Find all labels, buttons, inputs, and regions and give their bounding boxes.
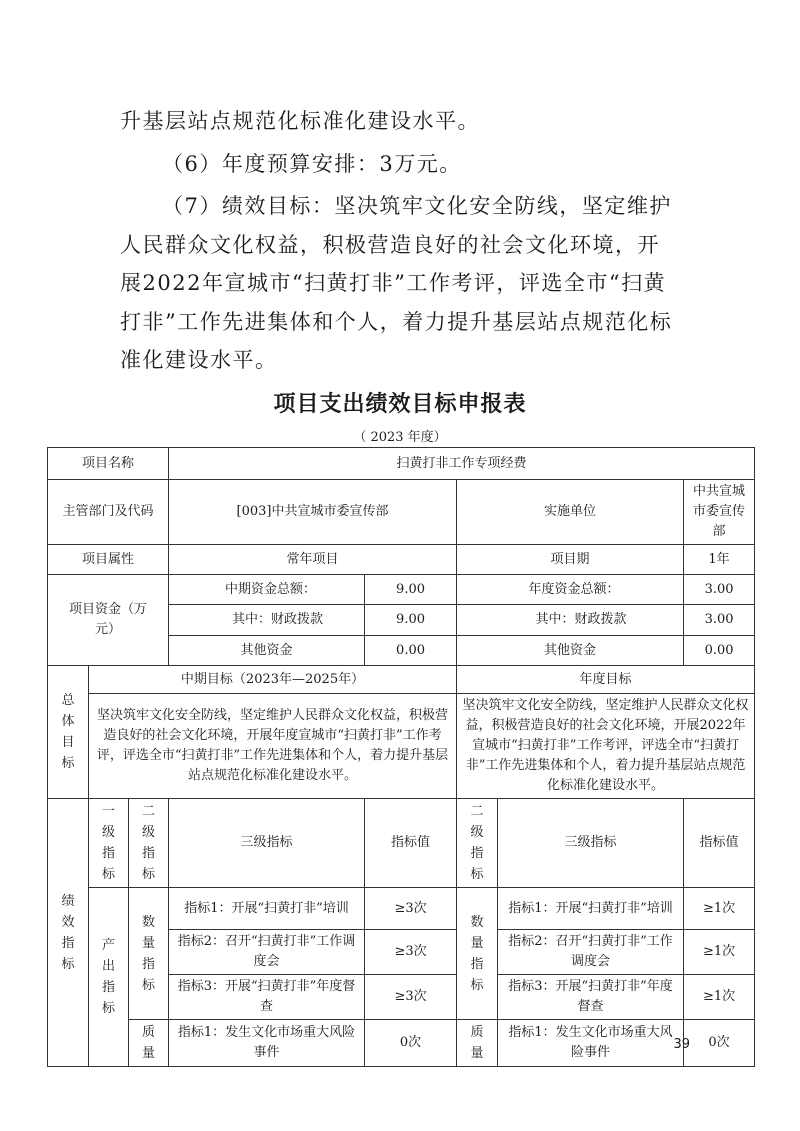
value-header-mid: 指标值 — [365, 799, 457, 888]
lvl3-header-year: 三级指标 — [498, 799, 684, 888]
impl-value: 中共宣城市委宣传部 — [684, 480, 755, 545]
lvl2-header-mid: 二级指标 — [142, 804, 156, 882]
quality-indicator-year: 指标1：发生文化市场重大风险事件 — [498, 1020, 684, 1067]
body-paragraph-3: （7）绩效目标：坚决筑牢文化安全防线，坚定维护人民群众文化权益，积极营造良好的社会文化环境，开展2022年宣城市“扫黄打非”工作考评，评选全市“扫黄打非”工作先进集体和个人，着力提升基层站点规范化标准化建设水平。 — [120, 194, 673, 372]
indicator-mid-2: 指标2：召开“扫黄打非”工作调度会 — [169, 930, 365, 975]
fund-label: 项目资金（万元） — [48, 575, 169, 666]
mid-other-value: 0.00 — [365, 636, 457, 666]
period-label: 项目期 — [457, 545, 684, 575]
attr-label: 项目属性 — [48, 545, 169, 575]
performance-table — [47, 447, 755, 1067]
quality-label-mid: 质量 — [142, 1025, 156, 1061]
mid-total-value: 9.00 — [365, 575, 457, 605]
mid-fiscal-value: 9.00 — [365, 605, 457, 636]
year-line: （ 2023 年度） — [353, 430, 447, 445]
period-value: 1年 — [684, 545, 755, 575]
body-paragraph-2: （6）年度预算安排：3万元。 — [162, 152, 462, 176]
value-header-year: 指标值 — [684, 799, 755, 888]
indicator-year-value-2: ≥1次 — [684, 930, 755, 975]
indicator-mid-1: 指标1：开展“扫黄打非”培训 — [169, 888, 365, 930]
year-other-label: 其他资金 — [457, 636, 684, 666]
year-other-value: 0.00 — [684, 636, 755, 666]
attr-value: 常年项目 — [169, 545, 457, 575]
year-fiscal-value: 3.00 — [684, 605, 755, 636]
lvl3-header-mid: 三级指标 — [169, 799, 365, 888]
dept-label: 主管部门及代码 — [48, 480, 169, 545]
indicator-mid-value-3: ≥3次 — [365, 975, 457, 1020]
indicator-year-1: 指标1：开展“扫黄打非”培训 — [498, 888, 684, 930]
lvl2-header-year: 二级指标 — [470, 804, 484, 882]
indicator-mid-value-2: ≥3次 — [365, 930, 457, 975]
output-label: 产出指标 — [102, 938, 116, 1016]
year-total-value: 3.00 — [684, 575, 755, 605]
impl-label: 实施单位 — [457, 480, 684, 545]
quantity-label-year: 数量指标 — [470, 914, 484, 993]
year-fiscal-label: 其中：财政拨款 — [457, 605, 684, 636]
table-title: 项目支出绩效目标申报表 — [273, 392, 527, 417]
project-name-value: 扫黄打非工作专项经费 — [169, 448, 755, 480]
lvl1-header: 一级指标 — [102, 804, 116, 882]
quality-indicator-mid: 指标1：发生文化市场重大风险事件 — [169, 1020, 365, 1067]
mid-other-label: 其他资金 — [169, 636, 365, 666]
indicator-year-3: 指标3：开展“扫黄打非”年度督查 — [498, 975, 684, 1020]
year-total-label: 年度资金总额： — [457, 575, 684, 605]
mid-goal-text: 坚决筑牢文化安全防线，坚定维护人民群众文化权益，积极营造良好的社会文化环境，开展年度宣城市“扫黄打非”工作考评，评选全市“扫黄打非”工作先进集体和个人，着力提升基层站点规范化标准化建设水平。 — [89, 694, 457, 799]
year-goal-header: 年度目标 — [457, 666, 755, 694]
indicator-year-value-3: ≥1次 — [684, 975, 755, 1020]
quantity-label-mid: 数量指标 — [142, 914, 156, 993]
indicator-year-value-1: ≥1次 — [684, 888, 755, 930]
page-number: 39 — [673, 1037, 690, 1052]
perf-label: 绩效指标 — [61, 893, 75, 972]
quality-indicator-mid-value: 0次 — [365, 1020, 457, 1067]
quality-label-year: 质量 — [470, 1025, 484, 1061]
mid-goal-header: 中期目标（2023年—2025年） — [89, 666, 457, 694]
indicator-year-2: 指标2：召开“扫黄打非”工作调度会 — [498, 930, 684, 975]
project-name-label: 项目名称 — [48, 448, 169, 480]
mid-fiscal-label: 其中：财政拨款 — [169, 605, 365, 636]
quality-indicator-year-value: 0次 — [684, 1020, 755, 1067]
indicator-mid-3: 指标3：开展“扫黄打非”年度督查 — [169, 975, 365, 1020]
indicator-mid-value-1: ≥3次 — [365, 888, 457, 930]
overall-goal-label: 总体目标 — [61, 693, 75, 771]
body-paragraph-1: 升基层站点规范化标准化建设水平。 — [120, 109, 480, 133]
dept-value: [003]中共宣城市委宣传部 — [169, 480, 457, 545]
mid-total-label: 中期资金总额： — [169, 575, 365, 605]
year-goal-text: 坚决筑牢文化安全防线，坚定维护人民群众文化权益，积极营造良好的社会文化环境，开展2022年宣城市“扫黄打非”工作考评，评选全市“扫黄打非”工作先进集体和个人，着力提升基层站点规范化标准化建设水平。 — [457, 694, 755, 799]
